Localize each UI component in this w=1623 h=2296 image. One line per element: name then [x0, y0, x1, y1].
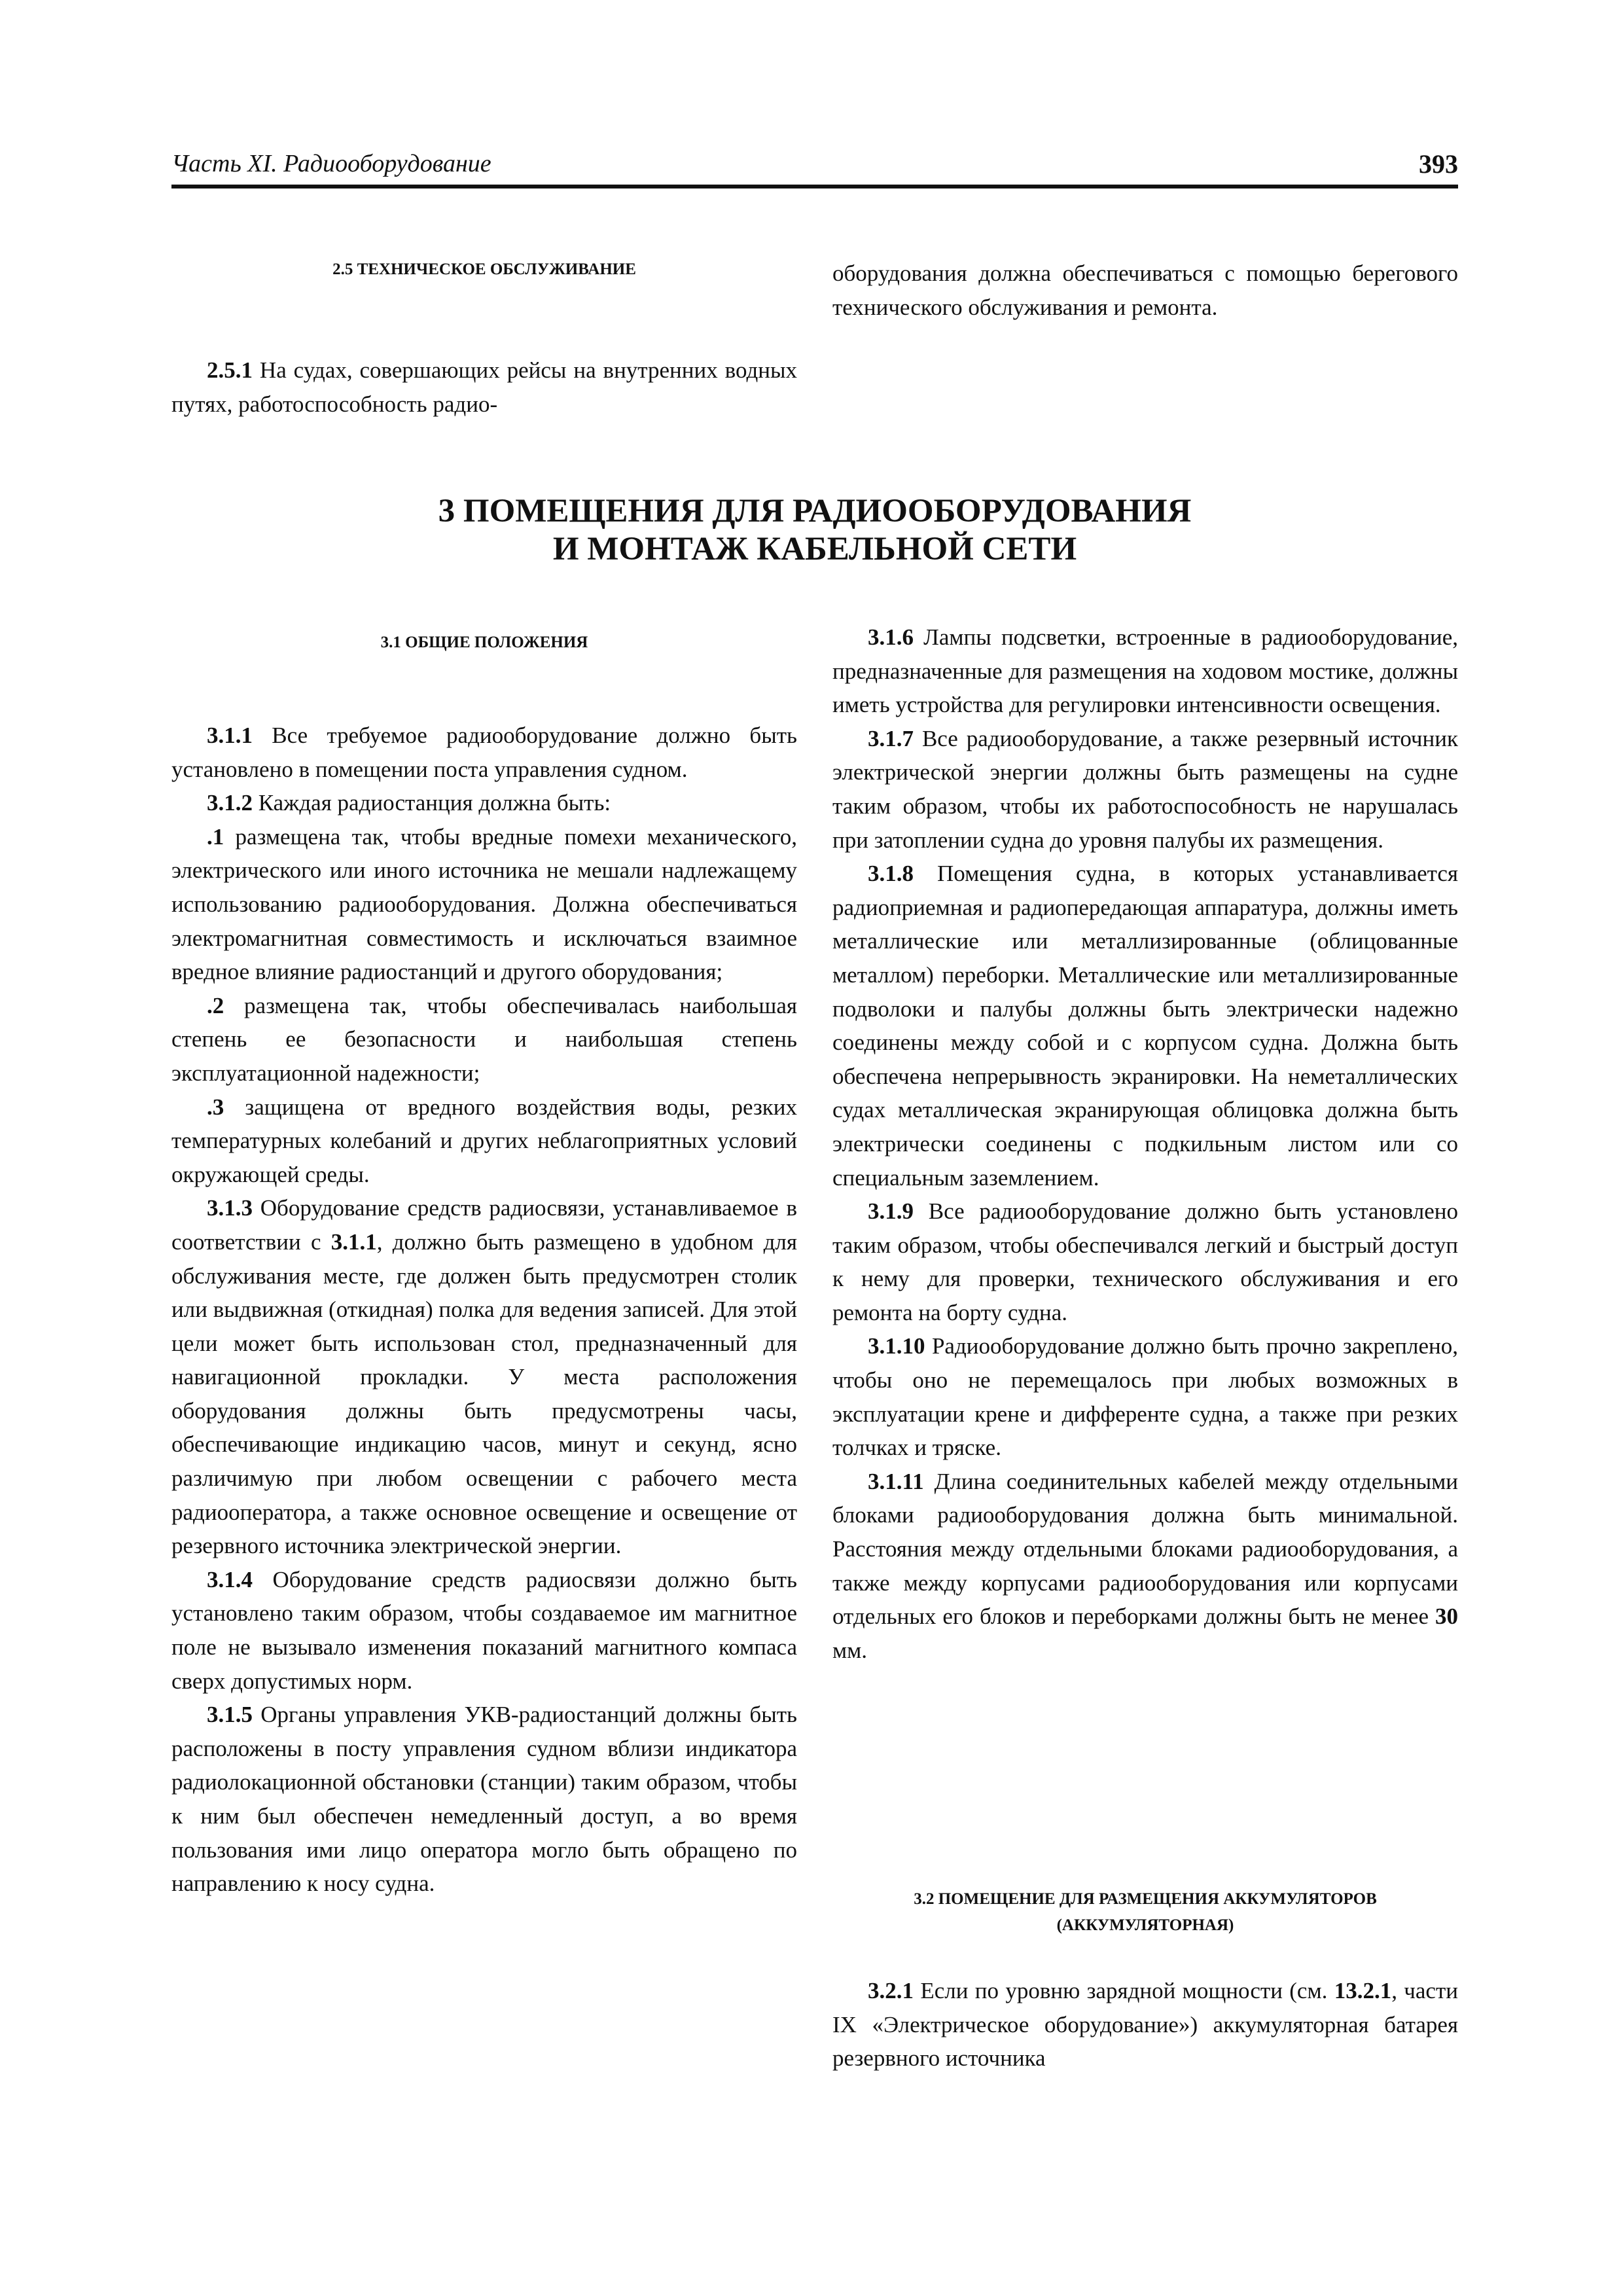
chapter-heading	[171, 492, 1458, 568]
paragraph-number: 3.1.4	[207, 1566, 253, 1592]
paragraph-number: 3.2.1	[868, 1978, 914, 2003]
paragraph-3-1-3	[171, 1191, 797, 1563]
list-item-text: размещена так, чтобы вредные помехи механического, электрического или иного источника не мешали надлежащему использованию радиооборудования. Должна обеспечиваться электромагнитная совместимость и исключаться взаимное вредное влияние радиостанций и другого оборудования;	[171, 823, 797, 985]
list-item-number: .2	[207, 992, 224, 1018]
paragraph-text: , части IX «Электрическое оборудование») аккумуляторная батарея резервного источника	[832, 1978, 1458, 2072]
section-2-5-left-column	[171, 353, 797, 421]
paragraph-number: 3.1.10	[868, 1333, 925, 1359]
section-3-2-heading	[832, 1886, 1458, 1939]
paragraph-number: 3.1.3	[207, 1195, 253, 1221]
minimum-distance-value: 30	[1435, 1604, 1458, 1630]
paragraph-3-1-7	[832, 722, 1458, 857]
paragraph-text: Все требуемое радиооборудование должно быть установлено в помещении поста управления судном.	[171, 723, 797, 782]
paragraph-number: 3.1.2	[207, 790, 253, 816]
section-3-1-right-column	[832, 620, 1458, 1667]
paragraph-number: 3.1.6	[868, 624, 914, 650]
paragraph-number: 3.1.9	[868, 1198, 914, 1225]
paragraph-3-1-4	[171, 1563, 797, 1698]
paragraph-text: , должно быть размещено в удобном для обслуживания месте, где должен быть предусмотрен столик или выдвижная (откидная) полка для ведения записей. Для этой цели может быть использован стол, предназначенный для навигационной прокладки. У места расположения оборудования должны быть предусмотрены часы, обеспечивающие индикацию часов, минут и секунд, ясно различимую при любом освещении с рабочего места радиооператора, а также основное освещение и освещение от резервного источника электрической энергии.	[171, 1229, 797, 1559]
paragraph-text: Все радиооборудование должно быть установлено таким образом, чтобы обеспечивался легкий и быстрый доступ к нему для проверки, технического обслуживания и его ремонта на борту судна.	[832, 1198, 1458, 1325]
page-number: 393	[1419, 149, 1458, 179]
paragraph-text: Лампы подсветки, встроенные в радиооборудование, предназначенные для размещения на ходовом мостике, должны иметь устройства для регулировки интенсивности освещения.	[832, 624, 1458, 718]
list-item-number: .3	[207, 1094, 224, 1120]
paragraph-number: 3.1.5	[207, 1702, 253, 1728]
section-3-1-heading-text: 3.1 ОБЩИЕ ПОЛОЖЕНИЯ	[380, 634, 588, 651]
running-header	[171, 145, 1458, 185]
section-3-2-heading-line-1: 3.2 ПОМЕЩЕНИЕ ДЛЯ РАЗМЕЩЕНИЯ АККУМУЛЯТОРОВ	[914, 1890, 1377, 1908]
list-item-text: размещена так, чтобы обеспечивалась наибольшая степень ее безопасности и наибольшая степень эксплуатационной надежности;	[171, 992, 797, 1086]
paragraph-3-1-8	[832, 857, 1458, 1194]
paragraph-3-1-5	[171, 1698, 797, 1901]
chapter-heading-line-1: 3 ПОМЕЩЕНИЯ ДЛЯ РАДИООБОРУДОВАНИЯ	[438, 493, 1192, 529]
section-3-2-right-column	[832, 1974, 1458, 2075]
paragraph-number: 3.1.7	[868, 725, 914, 751]
paragraph-text: Оборудование средств радиосвязи должно быть установлено таким образом, чтобы создаваемое им магнитное поле не вызывало изменения показаний магнитного компаса сверх допустимых норм.	[171, 1566, 797, 1694]
paragraph-text: На судах, совершающих рейсы на внутренних водных путях, работоспособность радио-	[171, 357, 797, 417]
list-item-2	[171, 989, 797, 1090]
cross-reference: 3.1.1	[330, 1229, 377, 1255]
paragraph-3-1-1	[171, 719, 797, 786]
paragraph-number: 3.1.1	[207, 723, 253, 748]
section-3-2-heading-line-2: (АККУМУЛЯТОРНАЯ)	[1056, 1916, 1234, 1934]
section-2-5-heading-text: 2.5 ТЕХНИЧЕСКОЕ ОБСЛУЖИВАНИЕ	[332, 260, 636, 278]
paragraph-3-1-2	[171, 786, 797, 820]
list-item-number: .1	[207, 823, 224, 850]
paragraph-text: Помещения судна, в которых устанавливается радиоприемная и радиопередающая аппаратура, должны иметь металлические или металлизированные (облицованные металлом) переборки. Металлические или металлизированные подволоки и палубы должны быть электрически надежно соединены между собой и с корпусом судна. Должна быть обеспечена непрерывность экранировки. На неметаллических судах металлическая экранирующая облицовка должна быть электрически соединены с подкильным листом или со специальным заземлением.	[832, 861, 1458, 1191]
list-item-3	[171, 1090, 797, 1192]
section-3-1-left-column	[171, 719, 797, 1901]
paragraph-text: Все радиооборудование, а также резервный источник электрической энергии должны быть размещены на судне таким образом, чтобы их работоспособность не нарушалась при затоплении судна до уровня палубы их размещения.	[832, 725, 1458, 853]
section-2-5-heading	[171, 257, 797, 283]
paragraph-3-1-11	[832, 1465, 1458, 1668]
list-item-1	[171, 820, 797, 989]
paragraph-2-5-1-continued: оборудования должна обеспечиваться с помощью берегового технического обслуживания и ремонта.	[832, 260, 1458, 320]
paragraph-text: мм.	[832, 1637, 868, 1663]
section-3-1-heading	[171, 630, 797, 656]
header-rule	[171, 185, 1458, 188]
header-title: Часть XI. Радиооборудование	[171, 150, 491, 177]
paragraph-number: 3.1.11	[868, 1468, 924, 1494]
paragraph-number: 3.1.8	[868, 861, 914, 887]
paragraph-text: Органы управления УКВ-радиостанций должны быть расположены в посту управления судном вблизи индикатора радиолокационной обстановки (станции) таким образом, чтобы к ним был обеспечен немедленный доступ, а во время пользования ими лицо оператора могло быть обращено по направлению к носу судна.	[171, 1702, 797, 1897]
paragraph-3-1-6	[832, 620, 1458, 722]
list-item-text: защищена от вредного воздействия воды, резких температурных колебаний и других неблагоприятных условий окружающей среды.	[171, 1094, 797, 1187]
paragraph-number: 2.5.1	[207, 357, 253, 383]
paragraph-3-2-1	[832, 1974, 1458, 2075]
cross-reference: 13.2.1	[1334, 1978, 1392, 2003]
paragraph-text: Длина соединительных кабелей между отдельными блоками радиооборудования должна быть минимальной. Расстояния между отдельными блоками радиооборудования, а также между корпусами радиооборудования или корпусами отдельных его блоков и переборками должны быть не менее	[832, 1468, 1458, 1630]
section-2-5-right-column	[832, 257, 1458, 324]
paragraph-2-5-1-start	[171, 353, 797, 421]
chapter-heading-line-2: И МОНТАЖ КАБЕЛЬНОЙ СЕТИ	[552, 531, 1077, 567]
paragraph-text: Радиооборудование должно быть прочно закреплено, чтобы оно не перемещалось при любых возможных в эксплуатации крене и дифференте судна, а также при резких толчках и тряске.	[832, 1333, 1458, 1461]
paragraph-text: Каждая радиостанция должна быть:	[253, 790, 611, 816]
paragraph-3-1-10	[832, 1329, 1458, 1464]
paragraph-text: Если по уровню зарядной мощности (см.	[914, 1978, 1334, 2003]
paragraph-3-1-9	[832, 1194, 1458, 1329]
paragraph-text: Оборудование средств радиосвязи, устанавливаемое в соответствии с	[171, 1195, 797, 1255]
